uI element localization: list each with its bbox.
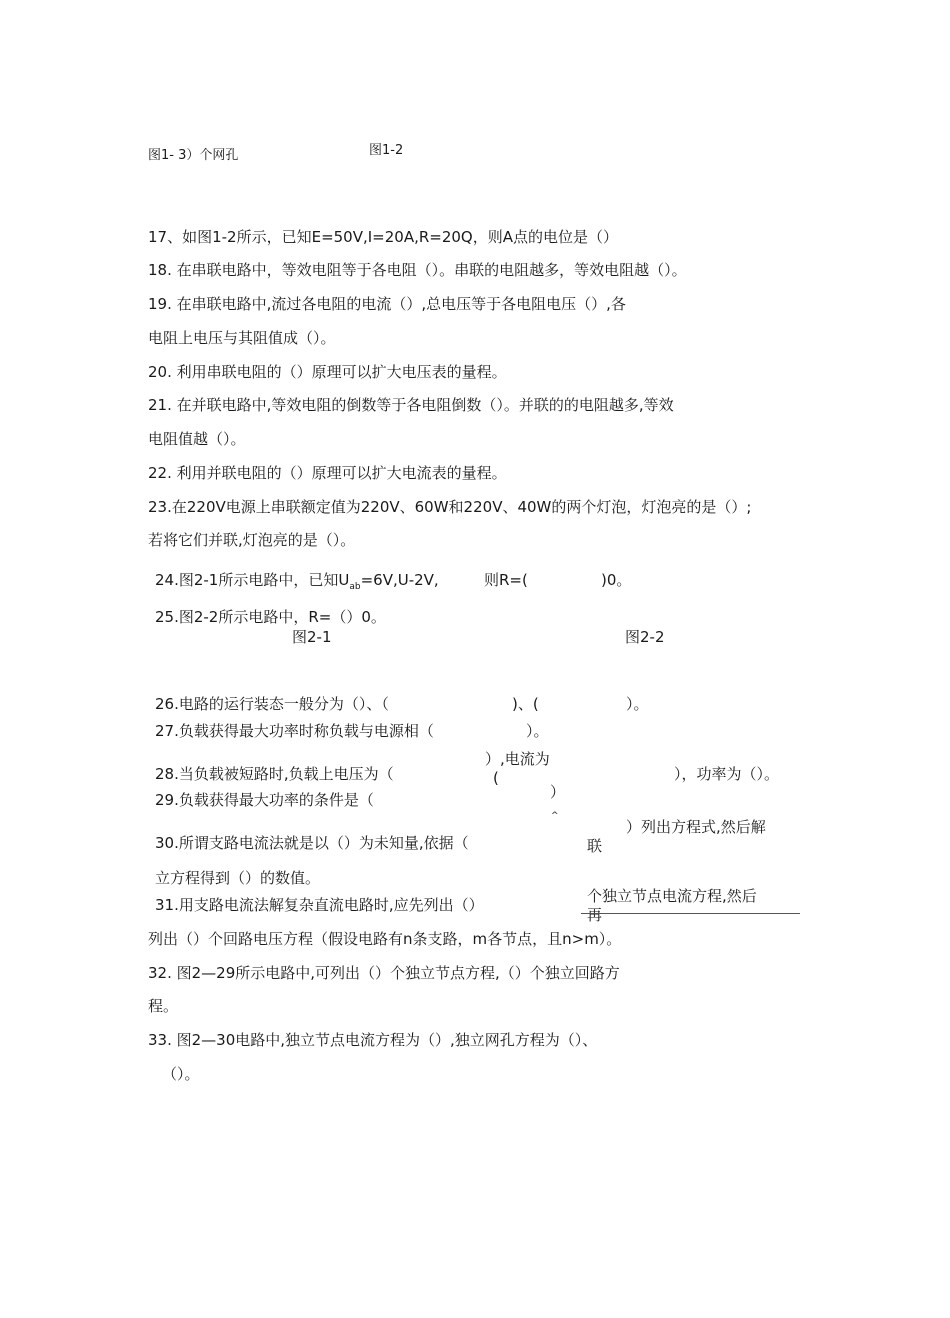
question-24-values: =6V,U-2V, [360,571,439,589]
question-24-subscript: ab [349,582,361,592]
figure-caption-cut: 图1- 3）个网孔 [148,148,239,163]
question-19-line-2: 电阻上电压与其阻值成（）。 [148,329,336,347]
question-31-cut-char: 再 [587,906,603,924]
question-27: 27.负载获得最大功率时称负载与电源相（ [155,722,434,740]
question-28-end: ），功率为（）。 [674,765,780,783]
question-26-middle: )、( [512,695,539,713]
question-22: 22. 利用并联电阻的（）原理可以扩大电流表的量程。 [148,464,507,482]
figure-caption-2-1: 图2-1 [292,628,332,646]
question-21-line-1: 21. 在并联电路中,等效电阻的倒数等于各电阻倒数（）。并联的的电阻越多,等效 [148,396,674,414]
question-29: 29.负载获得最大功率的条件是（ [155,791,374,809]
question-30: 30.所谓支路电流法就是以（）为未知量,依据（ [155,834,469,852]
question-29-mark: ^ [551,811,559,821]
question-31: 31.用支路电流法解复杂直流电路时,应先列出（） [155,896,484,914]
question-28-current: ）,电流为 [485,750,550,768]
figure-caption-1-2: 图1-2 [369,143,404,158]
question-24-text: 24.图2-1所示电路中，已知U [155,571,350,589]
figure-caption-2-2: 图2-2 [625,628,665,646]
question-21-line-2: 电阻值越（）。 [148,430,246,448]
question-24-r-close: )0。 [601,571,632,589]
question-20: 20. 利用串联电阻的（）原理可以扩大电压表的量程。 [148,363,507,381]
question-23-line-1: 23.在220V电源上串联额定值为220V、60W和220V、40W的两个灯泡，灯泡亮的是（）; [148,498,752,516]
question-33-line-1: 33. 图2—30电路中,独立节点电流方程为（）,独立网孔方程为（）、 [148,1031,598,1049]
question-33-line-2: （）。 [162,1065,200,1083]
question-25: 25.图2-2所示电路中，R=（）0。 [155,608,386,626]
question-24-r-open: 则R=( [484,571,528,589]
question-31-line-2: 列出（）个回路电压方程（假设电路有n条支路，m各节点，且n>m）。 [148,930,622,948]
question-26-end: ）。 [626,695,649,713]
question-24 [155,573,439,592]
question-23-line-2: 若将它们并联,灯泡亮的是（）。 [148,531,356,549]
question-31-right: 个独立节点电流方程,然后 [587,887,757,905]
question-28: 28.当负载被短路时,负载上电压为（ [155,765,394,783]
question-29-close: ） [550,783,566,801]
question-26: 26.电路的运行装态一般分为（）、（ [155,695,389,713]
question-19-line-1: 19. 在串联电路中,流过各电阻的电流（）,总电压等于各电阻电压（）,各 [148,295,626,313]
question-32-line-2: 程。 [148,997,179,1015]
question-17: 17、如图1-2所示，已知E=50V,I=20A,R=20Q，则A点的电位是（） [148,228,619,246]
question-30-end: ）列出方程式,然后解 [626,818,766,836]
question-28-paren: ( [493,769,499,787]
question-30-fragment: 联 [587,837,603,855]
question-18: 18. 在串联电路中，等效电阻等于各电阻（）。串联的电阻越多，等效电阻越（）。 [148,261,687,279]
question-32-line-1: 32. 图2—29所示电路中,可列出（）个独立节点方程,（）个独立回路方 [148,964,620,982]
question-30-line-2: 立方程得到（）的数值。 [155,869,321,887]
divider-line [581,913,800,914]
question-27-end: ）。 [526,722,549,740]
